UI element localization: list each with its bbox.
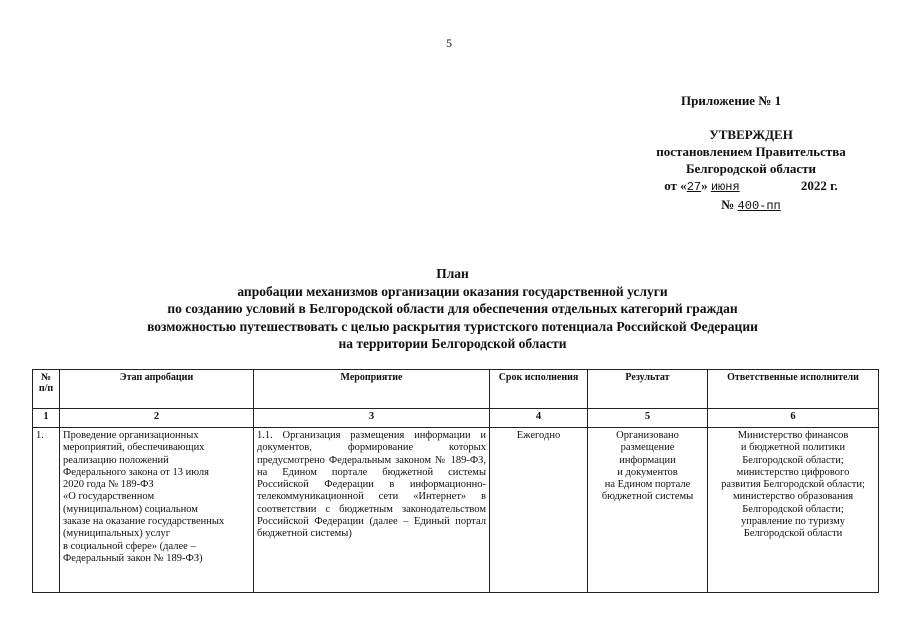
approval-block [616,126,886,215]
row-deadline: Ежегодно [490,428,588,593]
title-line-2: апробации механизмов организации оказания государственной услуги [237,283,668,299]
header-stage: Этап апробации [60,370,254,409]
approval-line-2: Белгородской области [685,161,817,176]
row-stage: Проведение организационных мероприятий, обеспечивающих реализацию положений Федерального закона от 13 июля 2020 года № 189-ФЗ «О государственном (муниципальном) социальном заказе на оказание государственных (муниципальных) услуг в социальной сфере» (далее – Федеральный закон № 189-ФЗ) [60,428,254,593]
number-prefix: № [721,197,735,212]
approved-heading: УТВЕРЖДЕН [709,127,793,142]
approval-date [616,177,886,196]
row-result: Организовано размещение информации и документов на Едином портале бюджетной системы [588,428,708,593]
header-result: Результат [588,370,708,409]
title-line-5: на территории Белгородской области [338,336,567,351]
date-year: 2022 г. [800,178,838,193]
date-month: июня [710,180,740,194]
date-prefix: от « [664,178,687,193]
column-number-row [33,409,879,428]
appendix-label: Приложение № 1 [681,93,782,108]
col-number: 6 [708,409,879,428]
date-day: 27 [686,180,702,194]
approval-number [616,196,886,215]
header-deadline: Срок исполнения [490,370,588,409]
title-line-4: возможностью путешествовать с целью раскрытия туристского потенциала Российской Федерации [147,318,758,334]
title-line-1: План [436,266,469,281]
header-activity: Мероприятие [254,370,490,409]
date-mid: » [701,178,708,193]
col-number: 5 [588,409,708,428]
plan-title [0,265,905,353]
plan-table [32,369,879,593]
number-value: 400-пп [737,199,781,213]
row-responsible: Министерство финансов и бюджетной политики Белгородской области; министерство цифрового развития Белгородской области; министерство образования Белгородской области; управление по туризму Белгородской области [708,428,879,593]
col-number: 3 [254,409,490,428]
table-row [33,428,879,593]
table-header-row [33,370,879,409]
header-num: № п/п [33,370,60,409]
col-number: 4 [490,409,588,428]
col-number: 1 [33,409,60,428]
header-responsible: Ответственные исполнители [708,370,879,409]
row-num: 1. [33,428,60,593]
col-number: 2 [60,409,254,428]
row-activity: 1.1. Организация размещения информации и документов, формирование которых предусмотрено Федеральным законом № 189-ФЗ, на Едином портале бюджетной системы Российской Федерации в информационно-телекоммуникационной сети «Интернет» в соответствии с бюджетным законодательством Российской Федерации (далее – Единый портал бюджетной системы) [254,428,490,593]
approval-line-1: постановлением Правительства [656,144,846,159]
page-number: 5 [446,36,452,50]
title-line-3: по созданию условий в Белгородской области для обеспечения отдельных категорий граждан [167,301,738,316]
